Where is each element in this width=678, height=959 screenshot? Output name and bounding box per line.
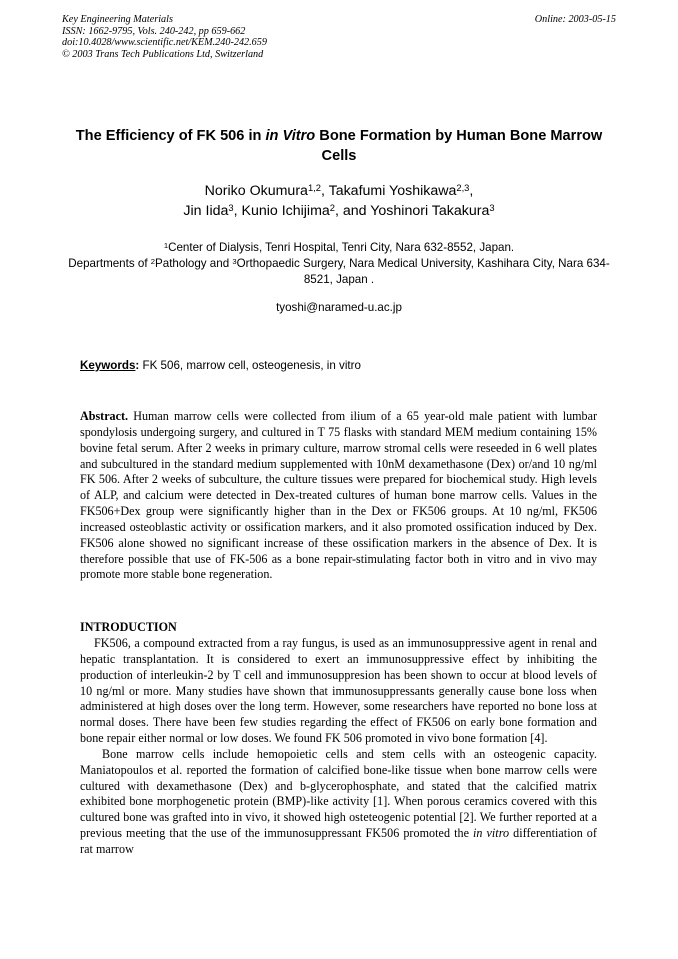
- keywords-colon: :: [135, 359, 140, 372]
- online-date: Online: 2003-05-15: [534, 14, 616, 25]
- intro-p2-text-b: differentiation of rat marrow: [80, 826, 597, 856]
- author-4: , Kunio Ichijima: [233, 203, 330, 219]
- author-1: Noriko Okumura: [204, 183, 308, 199]
- authors-line-2: [62, 201, 616, 221]
- affil-2-marker: 2: [150, 256, 156, 266]
- affil-3-marker: 3: [232, 256, 237, 266]
- affil-1-text: Center of Dialysis, Tenri Hospital, Tenri City, Nara 632-8552, Japan.: [168, 241, 515, 254]
- abstract: [80, 409, 597, 583]
- author-1-affil: 1,2: [307, 182, 321, 193]
- journal-name: Key Engineering Materials: [62, 14, 173, 25]
- title-italic: in Vitro: [265, 128, 316, 144]
- abstract-label: Abstract.: [80, 409, 129, 423]
- introduction-body: [80, 636, 597, 858]
- intro-paragraph-2: [80, 747, 597, 858]
- doi-line: doi:10.4028/www.scientific.net/KEM.240-242.659: [62, 37, 267, 49]
- abstract-text: Human marrow cells were collected from ilium of a 65 year-old male patient with lumbar spondylosis undergoing surgery, and cultured in T 75 flasks with standard MEM medium containing 15% bovine fetal serum. After 2 weeks in primary culture, marrow stromal cells were reseeded in 6 well plates and subcultured in the standard medium supplemented with 10nM dexamethasone (Dex) or/and 10 ng/ml FK 506. After 2 weeks of subculture, the culture tissues were prepared for biochemical study. High levels of ALP, and calcium were detected in Dex-treated cultures of human bone marrow cells. Values in the FK506+Dex group were significantly higher than in the Dex or FK506 groups. At 10 ng/ml, FK506 increased osteoblastic activity or ossification markers, and it also promoted ossification induced by Dex. FK506 alone showed no significant increase of these ossification markers in the absence of Dex. It is therefore possible that use of FK-506 as a bone repair-stimulating factor both in vitro and in vivo may promote more stable bone regeneration.: [80, 409, 597, 582]
- paper-title: [62, 126, 616, 166]
- intro-paragraph-1: FK506, a compound extracted from a ray fungus, is used as an immunosuppressive agent in renal and hepatic transplantation. It is considered to exert an immunosuppressive effect by inhibiting the production of interleukin-2 by T cell and immunosuppresion has been shown to occur at blood levels of 10 ng/ml or more. Many studies have shown that immunosuppressants generally cause bone loss when administered at high doses over the long term. However, some researchers have reported no bone loss at normal doses. There have been few studies regarding the effect of FK506 on early bone formation and bone repair either normal or low doses. We found FK 506 promoted in vivo bone formation [4].: [80, 636, 597, 746]
- keywords: [80, 358, 610, 374]
- author-2-affil: 2,3: [456, 182, 470, 193]
- affiliation-1: [62, 240, 616, 256]
- author-list: [62, 181, 616, 221]
- intro-p2-text-a: Bone marrow cells include hemopoietic cells and stem cells with an osteogenic capacity. Maniatopoulos et al. reported the formation of calcified bone-like tissue when bone marrow cells were cultured with dexamethasone (Dex) and b-glycerophosphate, and stated that the calcified matrix exhibited bone morphogenetic protein (BMP)-like activity [1]. When porous ceramics covered with this cultured bone was grafted into in vivo, it showed high osteteogenic potential [2]. We further reported at a previous meeting that the use of the immunosuppressant FK506 promoted the: [80, 746, 597, 841]
- affil-1-marker: 1: [163, 240, 169, 250]
- author-5-affil: 3: [489, 202, 495, 213]
- affiliation-2: [62, 256, 616, 288]
- affil-2-text-b: Pathology and: [155, 257, 233, 270]
- title-part2: Bone Formation by Human Bone Marrow Cells: [315, 128, 603, 164]
- issn-line: ISSN: 1662-9795, Vols. 240-242, pp 659-662: [62, 25, 246, 37]
- keywords-text: FK 506, marrow cell, osteogenesis, in vitro: [139, 359, 361, 372]
- title-part1: The Efficiency of FK 506 in: [75, 128, 266, 144]
- keywords-label: Keywords: [80, 359, 136, 372]
- affil-2-text-c: Orthopaedic Surgery, Nara Medical University, Kashihara City, Nara 634-8521, Japan .: [236, 257, 610, 286]
- author-5: , and Yoshinori Takakura: [335, 203, 490, 219]
- author-3: Jin Iida: [183, 203, 229, 219]
- contact-email: tyoshi@naramed-u.ac.jp: [276, 301, 402, 314]
- author-2-comma: ,: [469, 183, 474, 199]
- affiliations: [62, 240, 616, 288]
- intro-p2-italic: in vitro: [472, 826, 510, 841]
- affil-2-text-a: Departments of: [68, 257, 151, 270]
- author-3-affil: 3: [228, 202, 234, 213]
- copyright-line: © 2003 Trans Tech Publications Ltd, Switzerland: [62, 48, 264, 60]
- author-2: , Takafumi Yoshikawa: [320, 183, 457, 199]
- authors-line-1: [62, 181, 616, 201]
- introduction-heading: INTRODUCTION: [80, 620, 177, 634]
- journal-header: [62, 14, 616, 60]
- author-4-affil: 2: [329, 202, 336, 213]
